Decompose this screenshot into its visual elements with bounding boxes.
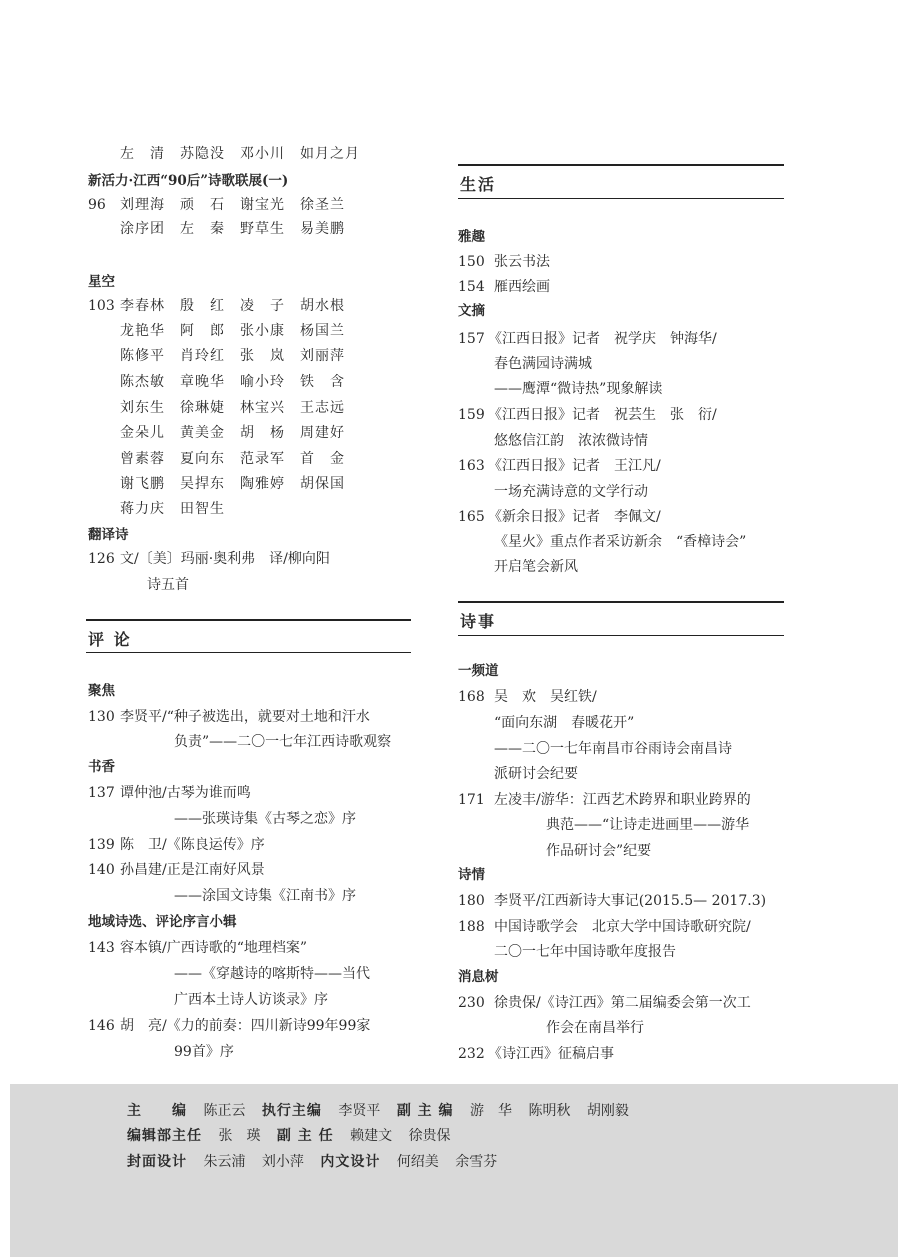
section-shuxiang: 书香	[88, 759, 115, 775]
staff-name: 赖建文	[350, 1128, 393, 1144]
staff-name: 游 华	[470, 1103, 513, 1119]
entry-line: 《新余日报》记者 李佩文/	[488, 509, 661, 525]
entry-line: 胡 亮/《力的前奏：四川新诗99年99家	[120, 1018, 371, 1034]
heading-pinglun: 评 论	[88, 630, 132, 649]
role-label: 副 主 任	[276, 1128, 334, 1144]
entry-line: 《江西日报》记者 王江凡/	[488, 458, 661, 474]
page-number: 188	[458, 919, 485, 935]
entry-line: 典范——“让诗走进画里——游华	[546, 817, 750, 833]
role-label: 编辑部主任	[127, 1128, 202, 1144]
entry-line: 谢飞鹏 吴捍东 陶雅婷 胡保国	[120, 476, 345, 492]
section-jujiao: 聚焦	[88, 683, 115, 699]
entry-line: 刘东生 徐琳婕 林宝兴 王志远	[120, 400, 345, 416]
staff-name: 徐贵保	[408, 1128, 451, 1144]
rule-top-shishi	[458, 601, 784, 603]
page-number: 168	[458, 689, 485, 705]
entry-line: 吴 欢 吴红铁/	[494, 689, 597, 705]
entry-line: 孙昌建/正是江南好风景	[120, 862, 265, 878]
entry-line: 悠悠信江韵 浓浓微诗情	[494, 433, 648, 449]
entry-line: 李春林 殷 红 凌 子 胡水根	[120, 298, 345, 314]
section-fanyi: 翻译诗	[88, 527, 129, 543]
entry-line: ——张瑛诗集《古琴之恋》序	[174, 811, 356, 827]
staff-name: 张 瑛	[218, 1128, 261, 1144]
entry-line: 中国诗歌学会 北京大学中国诗歌研究院/	[494, 919, 751, 935]
entry-line: 陈杰敏 章晚华 喻小玲 铁 含	[120, 374, 345, 390]
staff-name: 何绍美	[396, 1154, 439, 1170]
entry-line: 陈 卫/《陈良运传》序	[120, 837, 265, 853]
section-yipindao: 一频道	[458, 663, 499, 679]
section-shiqing: 诗情	[458, 867, 485, 883]
section-xiaoxi: 消息树	[458, 969, 499, 985]
staff-name: 余雪芬	[455, 1154, 498, 1170]
page-number: 130	[88, 709, 115, 725]
entry-line: 曾素蓉 夏向东 范录军 首 金	[120, 451, 345, 467]
entry-line: 《江西日报》记者 祝芸生 张 衍/	[488, 407, 717, 423]
heading-shenghuo: 生活	[460, 175, 497, 194]
rule-bottom-shenghuo	[458, 198, 784, 199]
masthead-row-2	[127, 1127, 463, 1145]
page-number: 126	[88, 551, 115, 567]
page-number: 137	[88, 785, 115, 801]
entry-line: 李贤平/江西新诗大事记(2015.5— 2017.3)	[494, 893, 767, 909]
page-number: 230	[458, 995, 485, 1011]
page-number: 180	[458, 893, 485, 909]
entry-line: 负责”——二〇一七年江西诗歌观察	[174, 734, 392, 750]
role-label: 内文设计	[320, 1154, 381, 1170]
role-label: 主 编	[127, 1103, 187, 1119]
page-number: 157	[458, 331, 485, 347]
entry-line: ——鹰潭“微诗热”现象解读	[494, 381, 663, 397]
section-xingkong: 星空	[88, 274, 115, 290]
page-number: 140	[88, 862, 115, 878]
entry-line: 作品研讨会”纪要	[546, 843, 652, 859]
staff-name: 李贤平	[338, 1103, 381, 1119]
entry-line: 《江西日报》记者 祝学庆 钟海华/	[488, 331, 717, 347]
page-number: 139	[88, 837, 115, 853]
entry-line: 《星火》重点作者采访新余 “香樟诗会”	[494, 534, 747, 550]
masthead-row-3	[127, 1153, 509, 1171]
entry-line: 开启笔会新风	[494, 559, 578, 575]
entry-line: 刘理海 顽 石 谢宝光 徐圣兰	[120, 197, 345, 213]
masthead-footer	[10, 1084, 898, 1257]
entry-line: 春色满园诗满城	[494, 356, 592, 372]
entry-line: 张云书法	[494, 254, 550, 270]
staff-name: 朱云浦	[203, 1154, 246, 1170]
entry-line: 雁西绘画	[494, 279, 550, 295]
masthead-row-1	[127, 1102, 641, 1120]
page-number: 154	[458, 279, 485, 295]
entry-line: 李贤平/“种子被选出，就要对土地和汗水	[120, 709, 370, 725]
entry-line: 蒋力庆 田智生	[120, 501, 225, 517]
entry-line: “面向东湖 春暖花开”	[494, 715, 635, 731]
staff-name: 胡刚毅	[586, 1103, 629, 1119]
role-label: 副 主 编	[396, 1103, 454, 1119]
entry-line: 龙艳华 阿 郎 张小康 杨国兰	[120, 323, 345, 339]
entry-line: 《诗江西》征稿启事	[488, 1046, 614, 1062]
entry-line: ——涂国文诗集《江南书》序	[174, 888, 356, 904]
entry-line: 广西本土诗人访谈录》序	[174, 992, 328, 1008]
top-names: 左 清 苏隐没 邓小川 如月之月	[120, 146, 360, 162]
page-number: 171	[458, 792, 485, 808]
section-wenzhai: 文摘	[458, 303, 485, 319]
page-number: 232	[458, 1046, 485, 1062]
entry-line: 谭仲池/古琴为谁而鸣	[120, 785, 251, 801]
entry-line: 诗五首	[147, 577, 189, 593]
rule-bottom-shishi	[458, 635, 784, 636]
page-number: 150	[458, 254, 485, 270]
entry-line: 涂序团 左 秦 野草生 易美鹏	[120, 221, 345, 237]
section-yaqu: 雅趣	[458, 229, 485, 245]
entry-line: 99首》序	[174, 1044, 234, 1060]
page-number: 96	[88, 197, 106, 213]
entry-line: 作会在南昌举行	[546, 1020, 644, 1036]
role-label: 封面设计	[127, 1154, 187, 1170]
heading-shishi: 诗事	[460, 612, 497, 631]
staff-name: 刘小萍	[261, 1154, 304, 1170]
entry-line: 左凌丰/游华：江西艺术跨界和职业跨界的	[494, 792, 751, 808]
page-number: 143	[88, 940, 115, 956]
page-number: 146	[88, 1018, 115, 1034]
page-number: 159	[458, 407, 485, 423]
page-number: 163	[458, 458, 485, 474]
rule-top-pinglun	[86, 619, 411, 621]
entry-line: 容本镇/广西诗歌的“地理档案”	[120, 940, 308, 956]
entry-line: 徐贵保/《诗江西》第二届编委会第一次工	[494, 995, 751, 1011]
entry-line: 陈修平 肖玲红 张 岚 刘丽萍	[120, 348, 345, 364]
entry-line: ——《穿越诗的喀斯特——当代	[174, 966, 370, 982]
section-diyu: 地域诗选、评论序言小辑	[88, 914, 237, 930]
entry-line: 派研讨会纪要	[494, 766, 578, 782]
page-number: 165	[458, 509, 485, 525]
staff-name: 陈正云	[203, 1103, 246, 1119]
rule-bottom-pinglun	[86, 652, 411, 653]
entry-line: 二〇一七年中国诗歌年度报告	[494, 944, 676, 960]
entry-line: ——二〇一七年南昌市谷雨诗会南昌诗	[494, 741, 732, 757]
entry-line: 金朵儿 黄美金 胡 杨 周建好	[120, 425, 345, 441]
staff-name: 陈明秋	[528, 1103, 571, 1119]
role-label: 执行主编	[261, 1103, 322, 1119]
rule-top-shenghuo	[458, 164, 784, 166]
entry-line: 文/〔美〕玛丽·奥利弗 译/柳向阳	[120, 551, 330, 567]
entry-line: 一场充满诗意的文学行动	[494, 484, 648, 500]
page-number: 103	[88, 298, 115, 314]
section-90-hou: 新活力·江西“90后”诗歌联展(一)	[88, 173, 289, 189]
